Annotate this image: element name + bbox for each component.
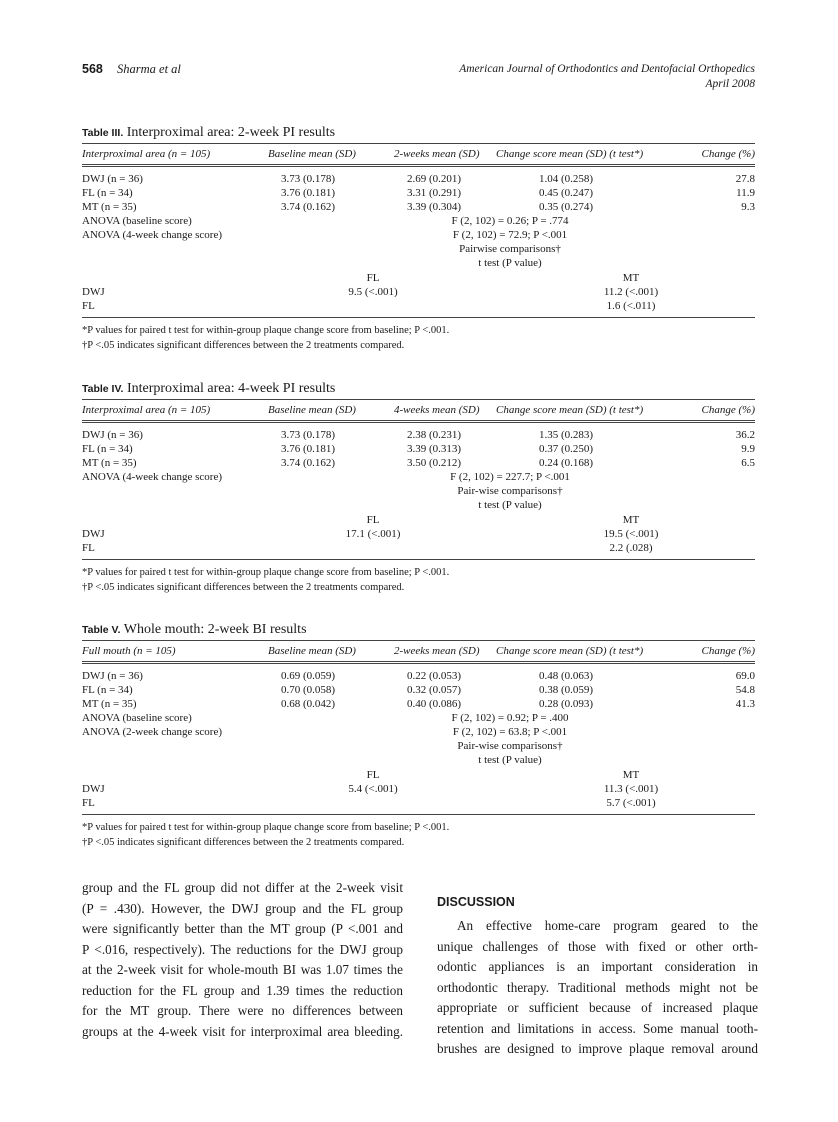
body-text-line: (P = .430). However, the DWJ group and the FL group	[82, 900, 403, 916]
table-label: Table IV.	[82, 383, 124, 395]
table-cell: 0.35 (0.274)	[538, 201, 594, 213]
table-title	[82, 379, 755, 399]
table-footnote: †P <.05 indicates significant differences between the 2 treatments compared.	[82, 582, 405, 593]
anova-label: ANOVA (baseline score)	[82, 215, 192, 227]
body-text-line: appropriate or sufficient because of increased plaque	[437, 1000, 758, 1015]
table-cell: 3.39 (0.304)	[406, 201, 462, 213]
table-caption: Whole mouth: 2-week BI results	[123, 622, 307, 637]
column-header: Baseline mean (SD)	[268, 404, 356, 416]
pairwise-row	[82, 285, 755, 299]
table-cell: 0.40 (0.086)	[406, 698, 462, 710]
anova-value: F (2, 102) = 0.26; P = .774	[451, 215, 569, 227]
table-footnote: †P <.05 indicates significant differences between the 2 treatments compared.	[82, 837, 405, 848]
column-header: Change (%)	[701, 404, 755, 416]
table-cell: DWJ (n = 36)	[82, 429, 143, 441]
table-cell: 41.3	[735, 698, 755, 710]
pairwise-col-mt: MT	[622, 769, 640, 781]
pairwise-value: 5.7 (<.001)	[606, 797, 656, 809]
body-text-line: orthodontic therapy. Traditional methods might not be	[437, 979, 758, 995]
anova-value: F (2, 102) = 227.7; P <.001	[450, 471, 570, 483]
pairwise-value: 2.2 (.028)	[609, 542, 653, 554]
pairwise-title-row	[82, 484, 755, 498]
table-caption: Interproximal area: 2-week PI results	[126, 125, 336, 140]
body-text-line: brushes are designed to improve plaque removal around	[437, 1041, 758, 1056]
pairwise-value: 11.2 (<.001)	[603, 286, 659, 298]
table-cell: 2.69 (0.201)	[406, 173, 462, 185]
table-row	[82, 428, 755, 442]
pairwise-value: 17.1 (<.001)	[345, 528, 401, 540]
pairwise-col-fl: FL	[366, 769, 380, 781]
column-header: Baseline mean (SD)	[268, 148, 356, 160]
journal-header	[459, 62, 755, 92]
pairwise-row	[82, 796, 755, 810]
table-cell: 3.73 (0.178)	[280, 429, 336, 441]
table-cell: 0.32 (0.057)	[406, 684, 462, 696]
pairwise-label: DWJ	[82, 286, 105, 298]
pairwise-col-mt: MT	[622, 514, 640, 526]
anova-label: ANOVA (baseline score)	[82, 712, 192, 724]
body-column-right	[437, 892, 758, 1060]
table-cell: 0.68 (0.042)	[280, 698, 336, 710]
table-cell: 2.38 (0.231)	[406, 429, 462, 441]
body-text-line: groups at the 4-week visit for interproximal area bleeding.	[82, 1023, 403, 1039]
column-header: 4-weeks mean (SD)	[394, 404, 480, 416]
table-row	[82, 200, 755, 214]
table-cell: 0.69 (0.059)	[280, 670, 336, 682]
body-text-line: odontic appliances is an important consideration in	[437, 959, 758, 974]
table-cell: 3.73 (0.178)	[280, 173, 336, 185]
table-cell: 0.24 (0.168)	[538, 457, 594, 469]
pairwise-label: FL	[82, 542, 95, 554]
table-cell: 3.74 (0.162)	[280, 457, 336, 469]
table-cell: 0.37 (0.250)	[538, 443, 594, 455]
pairwise-subtitle: t test (P value)	[478, 499, 542, 511]
table-cell: 36.2	[735, 429, 755, 441]
table-cell: 0.28 (0.093)	[538, 698, 594, 710]
table-cell: 3.50 (0.212)	[406, 457, 462, 469]
anova-label: ANOVA (4-week change score)	[82, 471, 222, 483]
table-cell: 0.45 (0.247)	[538, 187, 594, 199]
table-header-row	[82, 144, 755, 164]
pairwise-row	[82, 541, 755, 555]
pairwise-sub-row	[82, 498, 755, 512]
table-header-row	[82, 641, 755, 661]
body-text-line: for the MT group. There were no differences between	[82, 1003, 403, 1018]
column-header: Change score mean (SD) (t test*)	[496, 148, 644, 160]
table-footnote: †P <.05 indicates significant differences between the 2 treatments compared.	[82, 340, 405, 351]
table-cell: 0.48 (0.063)	[538, 670, 594, 682]
column-header: Change score mean (SD) (t test*)	[496, 404, 644, 416]
body-text-line: were significantly better than the MT group (P <.001 and	[82, 921, 403, 936]
table-cell: 3.31 (0.291)	[406, 187, 462, 199]
pairwise-value: 9.5 (<.001)	[348, 286, 398, 298]
anova-label: ANOVA (4-week change score)	[82, 229, 222, 241]
column-header: Full mouth (n = 105)	[82, 645, 176, 657]
anova-label: ANOVA (2-week change score)	[82, 726, 222, 738]
column-header: 2-weeks mean (SD)	[394, 148, 480, 160]
journal-name: American Journal of Orthodontics and Dentofacial Orthopedics	[459, 63, 755, 75]
table-cell: 6.5	[741, 457, 755, 469]
pairwise-row	[82, 299, 755, 313]
pairwise-row	[82, 527, 755, 541]
anova-value: F (2, 102) = 63.8; P <.001	[452, 726, 568, 738]
pairwise-row	[82, 782, 755, 796]
table-iii	[82, 123, 755, 353]
table-caption: Interproximal area: 4-week PI results	[126, 381, 336, 396]
table-row	[82, 172, 755, 186]
pairwise-header-row	[82, 271, 755, 285]
pairwise-sub-row	[82, 256, 755, 270]
column-header: Interproximal area (n = 105)	[82, 404, 211, 416]
table-footnote: *P values for paired t test for within-group plaque change score from baseline; P <.001.	[82, 567, 450, 578]
pairwise-header-row	[82, 513, 755, 527]
page-number: 568	[82, 62, 103, 76]
column-header: Change (%)	[701, 645, 755, 657]
pairwise-col-mt: MT	[622, 272, 640, 284]
pairwise-sub-row	[82, 753, 755, 767]
table-row	[82, 669, 755, 683]
column-header: Interproximal area (n = 105)	[82, 148, 211, 160]
table-cell: 1.35 (0.283)	[538, 429, 594, 441]
body-text-line: group and the FL group did not differ at the 2-week visit	[82, 880, 403, 895]
table-iv	[82, 379, 755, 595]
table-label: Table III.	[82, 127, 124, 139]
table-row	[82, 186, 755, 200]
anova-row	[82, 711, 755, 725]
table-cell: 3.76 (0.181)	[280, 443, 336, 455]
table-cell: 3.39 (0.313)	[406, 443, 462, 455]
running-authors: Sharma et al	[117, 62, 181, 76]
table-cell: 0.22 (0.053)	[406, 670, 462, 682]
pairwise-value: 19.5 (<.001)	[603, 528, 659, 540]
table-row	[82, 442, 755, 456]
pairwise-label: FL	[82, 300, 95, 312]
pairwise-value: 11.3 (<.001)	[603, 783, 659, 795]
table-header-row	[82, 400, 755, 420]
anova-row	[82, 470, 755, 484]
pairwise-col-fl: FL	[366, 514, 380, 526]
table-cell: 0.38 (0.059)	[538, 684, 594, 696]
body-text-line: reduction for the FL group and 1.39 times the reduction	[82, 982, 403, 998]
table-cell: DWJ (n = 36)	[82, 670, 143, 682]
table-cell: 27.8	[735, 173, 755, 185]
table-cell: 0.70 (0.058)	[280, 684, 336, 696]
body-text-line: at the 2-week visit for whole-mouth BI was 1.07 times the	[82, 962, 403, 977]
table-cell: FL (n = 34)	[82, 443, 133, 455]
table-label: Table V.	[82, 624, 121, 636]
table-cell: FL (n = 34)	[82, 187, 133, 199]
column-header: Change score mean (SD) (t test*)	[496, 645, 644, 657]
table-cell: MT (n = 35)	[82, 457, 137, 469]
table-cell: 11.9	[736, 187, 755, 199]
table-cell: 54.8	[735, 684, 755, 696]
pairwise-col-fl: FL	[366, 272, 380, 284]
table-cell: MT (n = 35)	[82, 201, 137, 213]
pairwise-title: Pair-wise comparisons†	[457, 740, 563, 752]
body-column-left	[82, 878, 403, 1042]
body-text-line: P <.016, respectively). The reductions for the DWJ group	[82, 941, 403, 957]
table-cell: 3.76 (0.181)	[280, 187, 336, 199]
table-cell: DWJ (n = 36)	[82, 173, 143, 185]
pairwise-title: Pair-wise comparisons†	[457, 485, 563, 497]
column-header: Baseline mean (SD)	[268, 645, 356, 657]
table-cell: 9.9	[741, 443, 755, 455]
table-row	[82, 697, 755, 711]
anova-row	[82, 214, 755, 228]
pairwise-label: FL	[82, 797, 95, 809]
issue-date: April 2008	[705, 78, 755, 90]
table-row	[82, 456, 755, 470]
table-cell: 1.04 (0.258)	[538, 173, 594, 185]
body-text-line: An effective home-care program geared to the	[457, 918, 758, 933]
pairwise-label: DWJ	[82, 783, 105, 795]
pairwise-label: DWJ	[82, 528, 105, 540]
pairwise-subtitle: t test (P value)	[478, 754, 542, 766]
anova-row	[82, 725, 755, 739]
table-cell: 9.3	[741, 201, 755, 213]
table-title	[82, 123, 755, 143]
table-cell: FL (n = 34)	[82, 684, 133, 696]
body-text-line: unique challenges of those with fixed or other orth-	[437, 938, 758, 954]
table-cell: MT (n = 35)	[82, 698, 137, 710]
column-header: 2-weeks mean (SD)	[394, 645, 480, 657]
pairwise-value: 5.4 (<.001)	[348, 783, 398, 795]
body-text-line: retention and limitations in access. Some manual tooth-	[437, 1020, 758, 1036]
pairwise-title-row	[82, 739, 755, 753]
table-footnote: *P values for paired t test for within-group plaque change score from baseline; P <.001.	[82, 822, 450, 833]
anova-value: F (2, 102) = 72.9; P <.001	[452, 229, 568, 241]
anova-row	[82, 228, 755, 242]
pairwise-value: 1.6 (<.011)	[606, 300, 656, 312]
pairwise-title: Pairwise comparisons†	[459, 243, 561, 255]
table-cell: 3.74 (0.162)	[280, 201, 336, 213]
table-v	[82, 620, 755, 850]
table-row	[82, 683, 755, 697]
pairwise-title-row	[82, 242, 755, 256]
pairwise-header-row	[82, 768, 755, 782]
discussion-heading: DISCUSSION	[437, 895, 515, 909]
column-header: Change (%)	[701, 148, 755, 160]
table-cell: 69.0	[735, 670, 755, 682]
pairwise-subtitle: t test (P value)	[478, 257, 542, 269]
table-footnote: *P values for paired t test for within-group plaque change score from baseline; P <.001.	[82, 325, 450, 336]
table-title	[82, 620, 755, 640]
anova-value: F (2, 102) = 0.92; P = .400	[451, 712, 569, 724]
